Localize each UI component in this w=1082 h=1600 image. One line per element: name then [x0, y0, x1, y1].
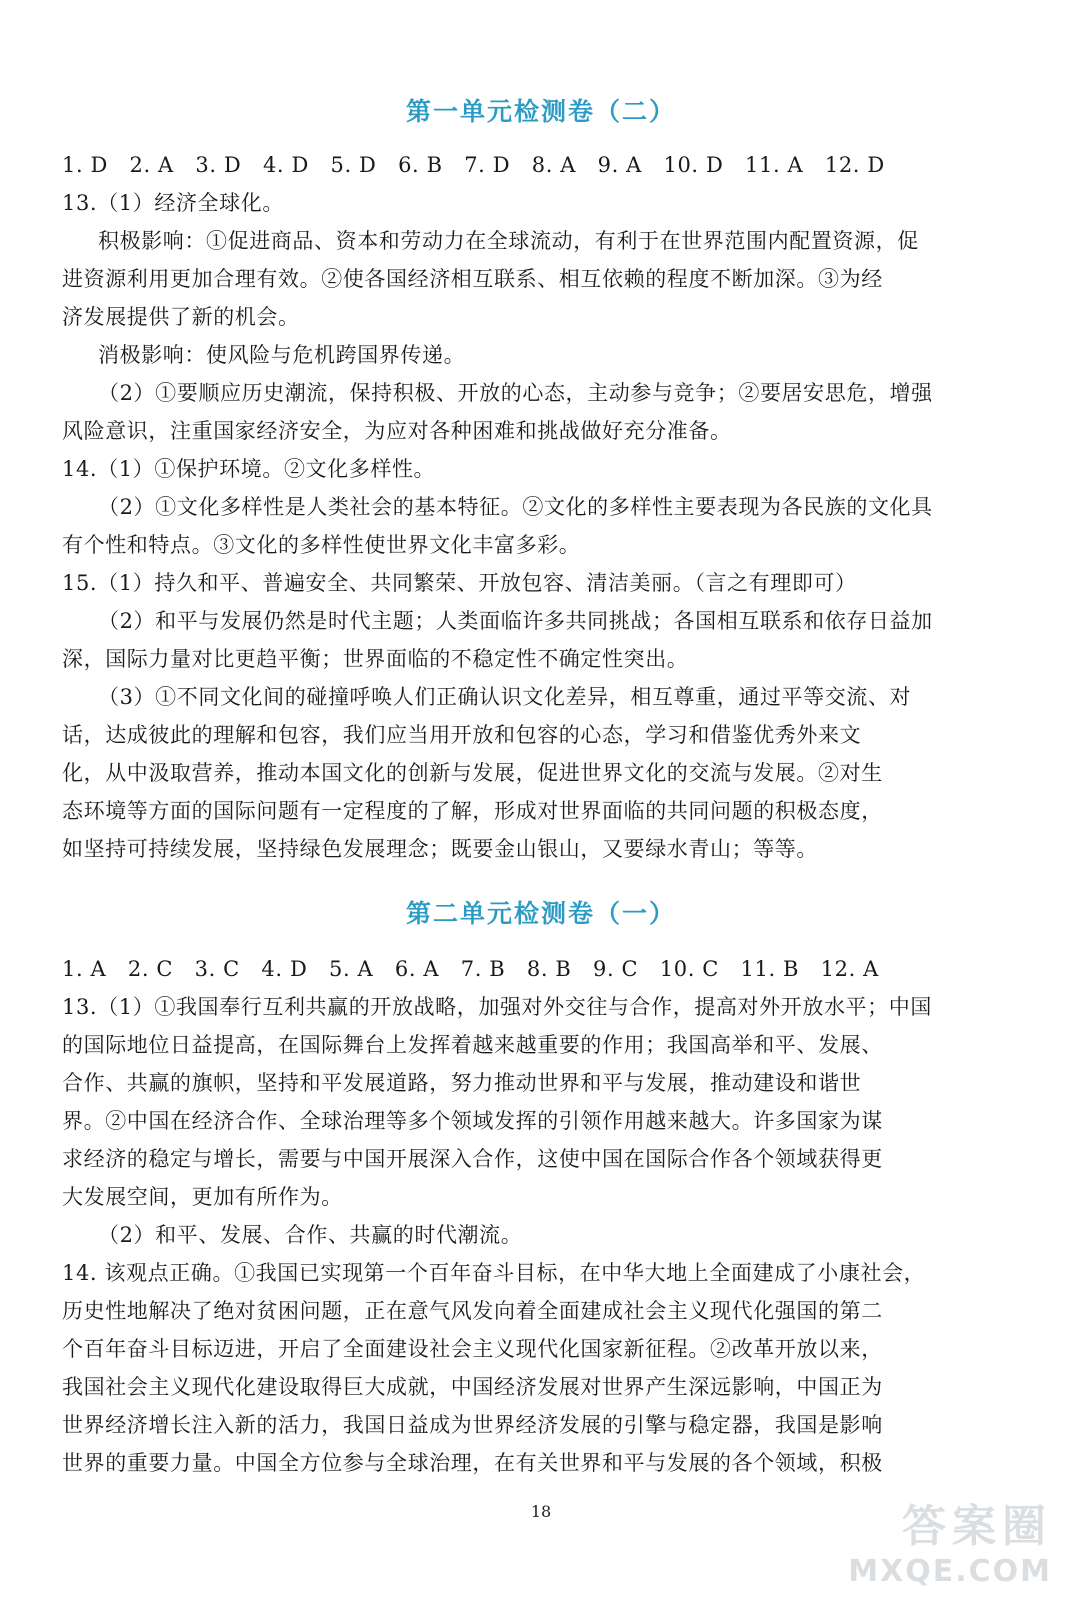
answer-line: 如坚持可持续发展，坚持绿色发展理念；既要金山银山，又要绿水青山；等等。 — [62, 837, 818, 861]
answer-line: 进资源利用更加合理有效。②使各国经济相互联系、相互依赖的程度不断加深。③为经 — [62, 267, 883, 291]
section-title-unit2-test1: 第二单元检测卷（一） — [405, 899, 676, 928]
answer-line: 世界的重要力量。中国全方位参与全球治理，在有关世界和平与发展的各个领域，积极 — [62, 1451, 883, 1475]
answer-line: 个百年奋斗目标迈进，开启了全面建设社会主义现代化国家新征程。②改革开放以来， — [62, 1337, 883, 1361]
answer-line: 话，达成彼此的理解和包容，我们应当用开放和包容的心态，学习和借鉴优秀外来文 — [62, 723, 862, 747]
mc-answers-line: 1. D 2. A 3. D 4. D 5. D 6. B 7. D 8. A 9. A 10. D 11. A 12. D — [62, 153, 885, 177]
section-title-unit1-test2: 第一单元检测卷（二） — [405, 97, 676, 126]
answer-line: 态环境等方面的国际问题有一定程度的了解，形成对世界面临的共同问题的积极态度， — [62, 799, 883, 823]
answer-line: 济发展提供了新的机会。 — [62, 305, 300, 329]
answer-line: 我国社会主义现代化建设取得巨大成就，中国经济发展对世界产生深远影响，中国正为 — [62, 1375, 883, 1399]
answer-line: 历史性地解决了绝对贫困问题，正在意气风发向着全面建成社会主义现代化强国的第二 — [62, 1299, 883, 1323]
page-number: 18 — [530, 1502, 552, 1521]
answer-line: 风险意识，注重国家经济安全，为应对各种困难和挑战做好充分准备。 — [62, 419, 732, 443]
answer-line: 界。②中国在经济合作、全球治理等多个领域发挥的引领作用越来越大。许多国家为谋 — [62, 1109, 883, 1133]
answer-line: 合作、共赢的旗帜，坚持和平发展道路，努力推动世界和平与发展，推动建设和谐世 — [62, 1071, 862, 1095]
answer-line: 大发展空间，更加有所作为。 — [62, 1185, 343, 1209]
answer-line: 消极影响：使风险与危机跨国界传递。 — [98, 343, 466, 367]
question-14-line: 14. 该观点正确。①我国已实现第一个百年奋斗目标，在中华大地上全面建成了小康社会， — [62, 1261, 926, 1285]
answer-line: 世界经济增长注入新的活力，我国日益成为世界经济发展的引擎与稳定器，我国是影响 — [62, 1413, 883, 1437]
answer-line: 深，国际力量对比更趋平衡；世界面临的不稳定性不确定性突出。 — [62, 647, 689, 671]
mc-answers-line: 1. A 2. C 3. C 4. D 5. A 6. A 7. B 8. B 9. C 10. C 11. B 12. A — [62, 957, 879, 981]
site-watermark — [842, 1490, 1052, 1589]
answer-line: （2）①文化多样性是人类社会的基本特征。②文化的多样性主要表现为各民族的文化具 — [98, 495, 933, 519]
answer-line: 的国际地位日益提高，在国际舞台上发挥着越来越重要的作用；我国高举和平、发展、 — [62, 1033, 883, 1057]
answer-line: （3）①不同文化间的碰撞呼唤人们正确认识文化差异，相互尊重，通过平等交流、对 — [98, 685, 912, 709]
watermark-domain-text: MXQE.COM — [848, 1554, 1052, 1589]
question-15-line: 15.（1）持久和平、普遍安全、共同繁荣、开放包容、清洁美丽。（言之有理即可） — [62, 571, 857, 595]
answer-line: 求经济的稳定与增长，需要与中国开展深入合作，这使中国在国际合作各个领域获得更 — [62, 1147, 883, 1171]
question-14-line: 14.（1）①保护环境。②文化多样性。 — [62, 457, 436, 481]
question-13-line: 13.（1）①我国奉行互利共赢的开放战略，加强对外交往与合作，提高对外开放水平；中国 — [62, 995, 932, 1019]
watermark-logo-text: 答案圈 — [902, 1501, 1052, 1552]
answer-line: （2）①要顺应历史潮流，保持积极、开放的心态，主动参与竞争；②要居安思危，增强 — [98, 381, 933, 405]
question-13-line: 13.（1）经济全球化。 — [62, 191, 284, 215]
answer-line: （2）和平、发展、合作、共赢的时代潮流。 — [98, 1223, 523, 1247]
answer-line: 化，从中汲取营养，推动本国文化的创新与发展，促进世界文化的交流与发展。②对生 — [62, 761, 883, 785]
answer-line: 积极影响：①促进商品、资本和劳动力在全球流动，有利于在世界范围内配置资源，促 — [98, 229, 919, 253]
answer-line: 有个性和特点。③文化的多样性使世界文化丰富多彩。 — [62, 533, 581, 557]
answer-line: （2）和平与发展仍然是时代主题；人类面临许多共同挑战；各国相互联系和依存日益加 — [98, 609, 933, 633]
